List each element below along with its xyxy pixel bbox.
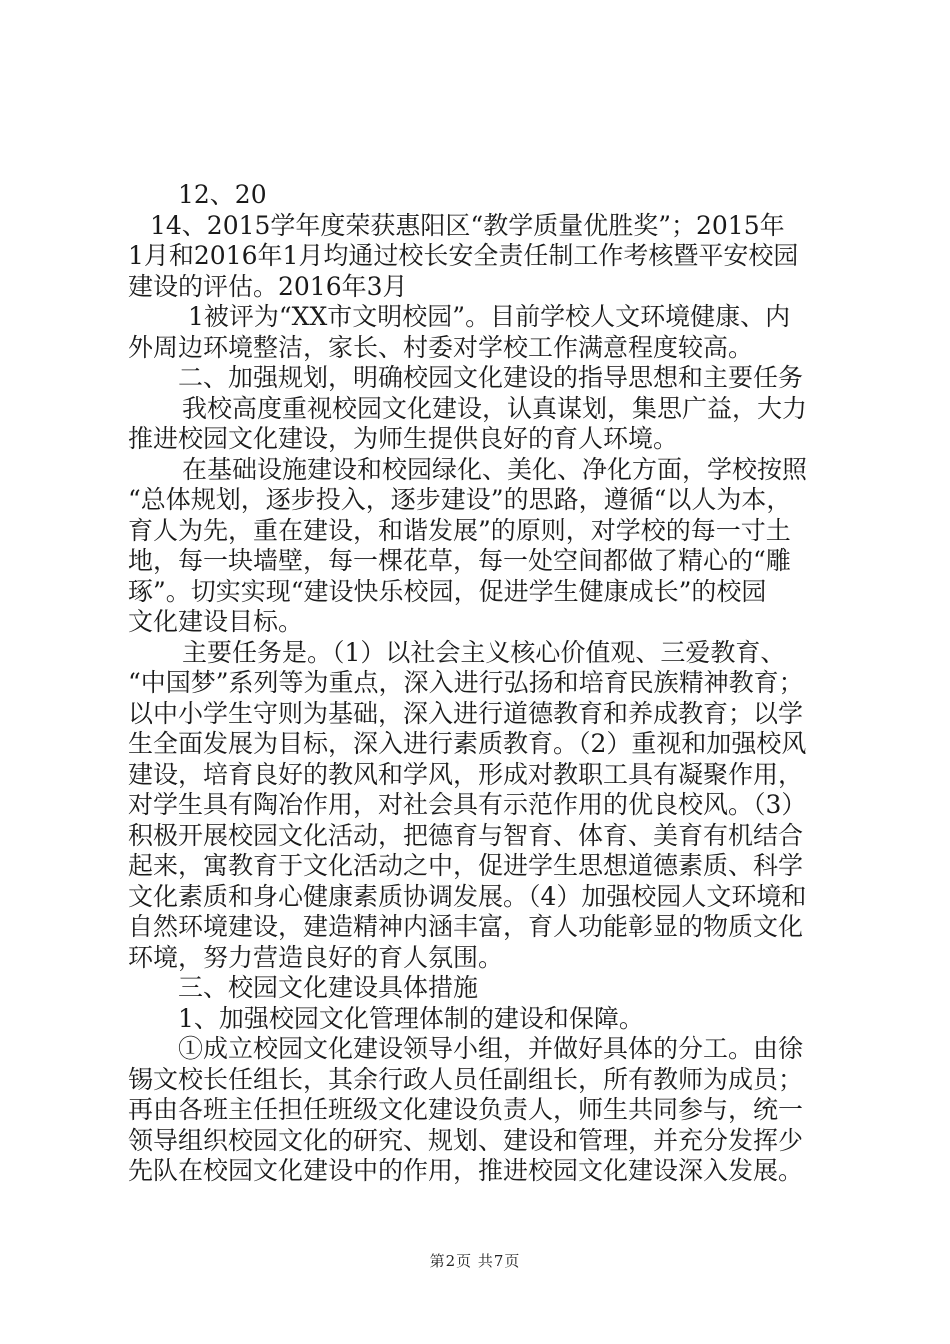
text-line: 1月和2016年1月均通过校长安全责任制工作考核暨平安校园 — [128, 241, 799, 270]
text-line: 对学生具有陶冶作用，对社会具有示范作用的优良校风。（3） — [128, 790, 807, 819]
text-line: 育人为先，重在建设，和谐发展”的原则，对学校的每一寸土 — [128, 515, 791, 545]
text-line: 先队在校园文化建设中的作用，推进校园文化建设深入发展。 — [128, 1156, 804, 1185]
text-line: 我校高度重视校园文化建设，认真谋划，集思广益，大力 — [182, 393, 808, 423]
text-line: 建设的评估。2016年3月 — [128, 271, 408, 301]
text-line: 积极开展校园文化活动，把德育与智育、体育、美育有机结合 — [128, 820, 804, 850]
text-line: 1被评为“XX市文明校园”。目前学校人文环境健康、内 — [188, 302, 791, 331]
subsection-heading: 1、加强校园文化管理体制的建设和保障。 — [178, 1003, 644, 1033]
text-line: 环境，努力营造良好的育人氛围。 — [128, 942, 504, 972]
text-line: 14、2015学年度荣获惠阳区“教学质量优胜奖”；2015年 — [150, 210, 785, 240]
text-line: “总体规划，逐步投入，逐步建设”的思路，遵循“以人为本， — [128, 485, 792, 514]
text-line: 建设，培育良好的教风和学风，形成对教职工具有凝聚作用， — [128, 759, 804, 789]
text-line: 锡文校长任组长，其余行政人员任副组长，所有教师为成员； — [128, 1064, 804, 1094]
text-line: 推进校园文化建设，为师生提供良好的育人环境。 — [128, 424, 679, 453]
text-line: 外周边环境整洁，家长、村委对学校工作满意程度较高。 — [128, 332, 754, 362]
text-line: 生全面发展为目标，深入进行素质教育。（2）重视和加强校风 — [128, 729, 807, 758]
text-line: 文化建设目标。 — [128, 607, 304, 636]
text-line: 再由各班主任担任班级文化建设负责人，师生共同参与，统一 — [128, 1095, 804, 1124]
text-line: ①成立校园文化建设领导小组，并做好具体的分工。由徐 — [178, 1034, 804, 1063]
text-line: 琢”。切实实现“建设快乐校园，促进学生健康成长”的校园 — [128, 576, 767, 606]
text-line: 起来，寓教育于文化活动之中，促进学生思想道德素质、科学 — [128, 851, 804, 880]
section-heading: 三、校园文化建设具体措施 — [178, 973, 479, 1002]
text-line: “中国梦”系列等为重点，深入进行弘扬和培育民族精神教育； — [128, 668, 804, 697]
section-heading: 二、加强规划，明确校园文化建设的指导思想和主要任务 — [178, 363, 804, 392]
text-line: 以中小学生守则为基础，深入进行道德教育和养成教育；以学 — [128, 698, 804, 728]
text-line: 主要任务是。（1）以社会主义核心价值观、三爱教育、 — [182, 637, 786, 667]
page-number-footer: 第2页 共7页 — [429, 1252, 521, 1270]
text-line: 在基础设施建设和校园绿化、美化、净化方面，学校按照 — [182, 454, 808, 484]
text-line: 地，每一块墙壁，每一棵花草，每一处空间都做了精心的“雕 — [128, 546, 791, 575]
text-line: 文化素质和身心健康素质协调发展。（4）加强校园人文环境和 — [128, 881, 807, 911]
text-line: 12、20 — [178, 180, 267, 209]
document-body — [128, 180, 834, 1187]
text-line: 领导组织校园文化的研究、规划、建设和管理，并充分发挥少 — [128, 1125, 804, 1155]
text-line: 自然环境建设，建造精神内涵丰富，育人功能彰显的物质文化 — [128, 912, 804, 941]
